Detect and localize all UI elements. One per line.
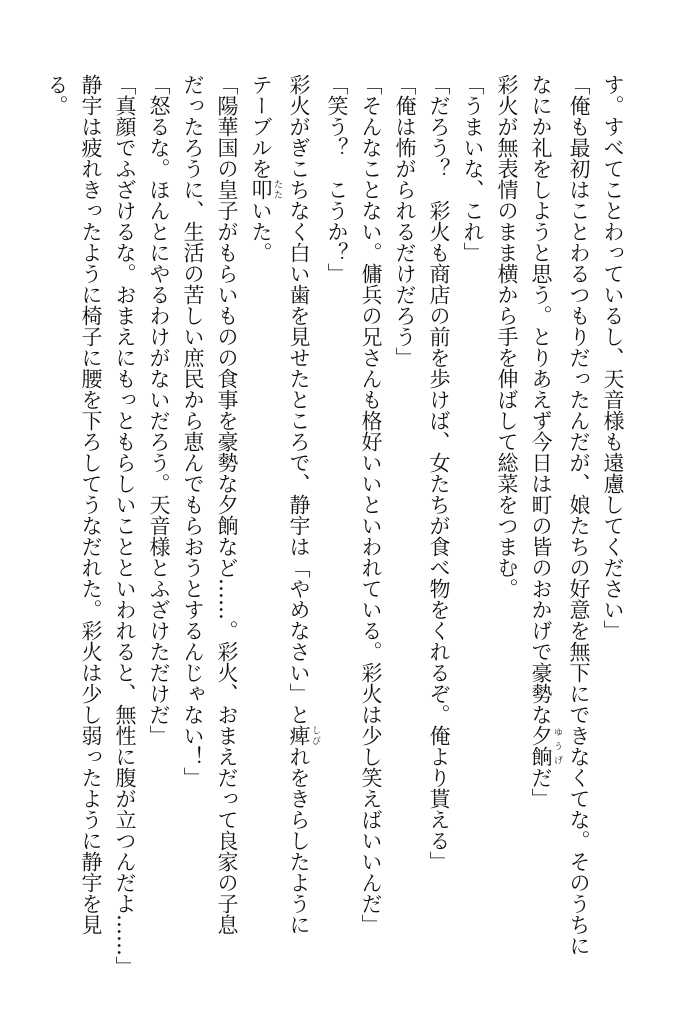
vertical-text-body	[40, 74, 630, 977]
ruby-word	[287, 725, 320, 746]
ruby-reading: ゆうげ	[552, 725, 562, 767]
text-line	[244, 74, 282, 954]
text-line: 静宇は疲れきったように椅子に腰を下ろしてうなだれた。彩火は少し弱ったように静宇を見	[79, 74, 103, 935]
ruby-base: 叩	[249, 179, 273, 200]
text-line: 「陽華国の皇子がもらいものの食事を豪勢な夕餉など……。彩火、おまえだって良家の子息	[215, 74, 239, 935]
text-segment: 彩火がぎこちなく白い歯を見せたところで、静宇は「やめなさい」と	[287, 74, 311, 725]
text-line: 「だろう？ 彩火も商店の前を歩けば、女たちが食べ物をくれるぞ。俺より貰える」	[427, 74, 451, 872]
text-line: 「そんなことない。傭兵の兄さんも格好いいといわれている。彩火は少し笑えばいいんだ」	[359, 74, 383, 935]
text-line: 「真顔でふざけるな。おまえにもっともらしいことといわれると、無性に腹が立つんだよ……」	[113, 74, 137, 977]
text-line: 彩火が無表情のまま横から手を伸ばして総菜をつまむ。	[495, 74, 519, 599]
text-line: 「俺も最初はことわるつもりだったんだが、娘たちの好意を無下にできなくてな。そのうちに	[567, 74, 591, 956]
text-line: す。すべてことわっているし、天音様も遠慮してください」	[601, 74, 625, 641]
text-line: だったろうに、生活の苦しい庶民から恵んでもらおうとするんじゃない！」	[181, 74, 205, 788]
text-line: 「うまいな、これ」	[461, 74, 485, 263]
text-line: 「笑う？ こうか？」	[325, 74, 349, 284]
text-segment: れをきらしたように	[287, 746, 311, 935]
text-segment: いた。	[249, 200, 273, 263]
ruby-base: 夕餉	[529, 725, 553, 767]
text-segment: テーブルを	[249, 74, 273, 179]
text-segment: なにか礼をしようと思う。とりあえず今日は町の皆のおかげで豪勢な	[529, 74, 553, 725]
ruby-reading: たた	[272, 179, 282, 200]
ruby-reading: しび	[310, 725, 320, 746]
text-line	[524, 74, 562, 954]
text-segment: だ」	[529, 767, 553, 809]
ruby-word	[249, 179, 282, 200]
text-line: る。	[45, 74, 69, 116]
text-line: 「俺は怖がられるだけだろう」	[393, 74, 417, 368]
text-line: 「怒るな。ほんとにやるわけがないだろう。天音様とふざけただけだ」	[147, 74, 171, 746]
text-line	[282, 74, 320, 954]
ruby-base: 痺	[287, 725, 311, 746]
ruby-word	[529, 725, 562, 767]
